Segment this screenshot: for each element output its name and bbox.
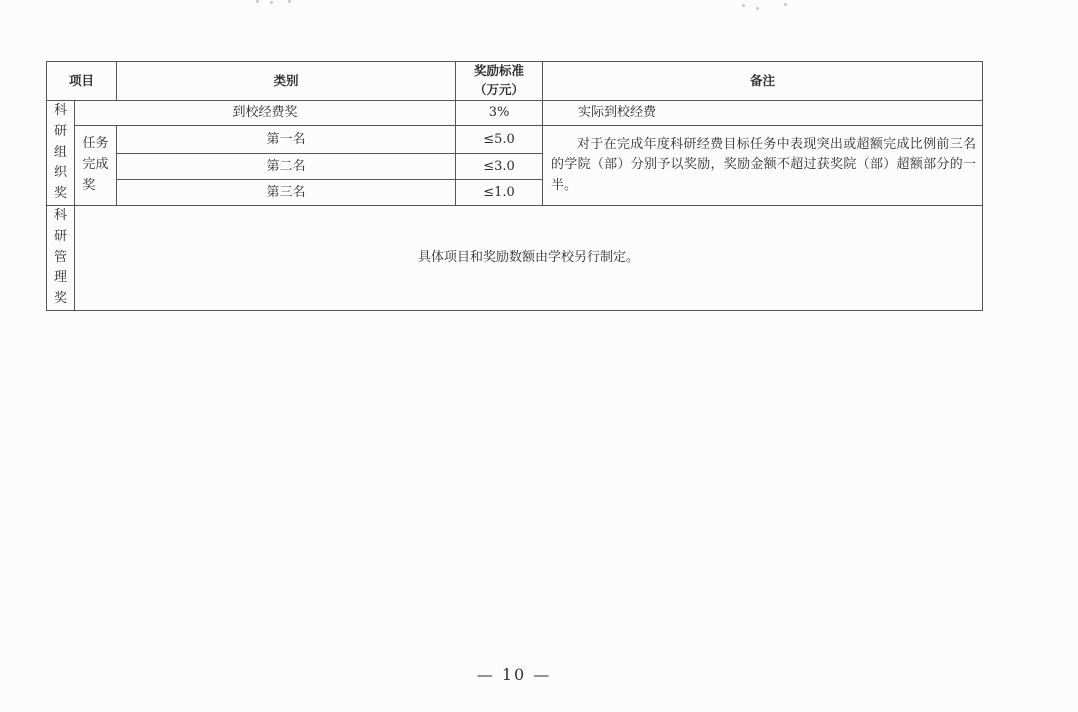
table-row-research-mgmt (47, 205, 983, 310)
cell-rank-1-standard: ≤5.0 (456, 126, 543, 154)
task-award-note-text: 对于在完成年度科研经费目标任务中表现突出或超额完成比例前三名的学院（部）分别予以奖励，奖励金额不超过获奖院（部）超额部分的一半。 (551, 137, 977, 193)
scan-artifacts (0, 0, 1078, 20)
scan-speck (756, 7, 759, 10)
scan-speck (784, 3, 787, 6)
cell-rank-2-category: 第二名 (117, 153, 456, 179)
table-header-row (47, 62, 983, 101)
cell-fund-award-standard: 3% (456, 101, 543, 126)
cell-research-mgmt-note: 具体项目和奖励数额由学校另行制定。 (75, 205, 983, 310)
cell-rank-3-category: 第三名 (117, 179, 456, 205)
scan-speck (742, 4, 745, 7)
header-category: 类别 (117, 62, 456, 101)
scan-speck (270, 1, 273, 4)
research-org-label: 科研组织奖 (54, 103, 68, 202)
header-standard-line2: （万元） (474, 82, 525, 97)
research-mgmt-label: 科研管理奖 (54, 207, 68, 307)
cell-fund-award-category: 到校经费奖 (75, 101, 456, 126)
header-item: 项目 (47, 62, 117, 101)
header-standard (456, 62, 543, 101)
scan-speck (288, 0, 291, 3)
table-row-fund-award (47, 101, 983, 126)
header-standard-line1: 奖励标准 (474, 63, 525, 79)
cell-rank-2-standard: ≤3.0 (456, 153, 543, 179)
page-number: — 10 — (476, 665, 552, 684)
cell-task-award-label (75, 126, 117, 206)
task-award-label: 任务完成奖 (82, 136, 109, 193)
cell-fund-award-note: 实际到校经费 (543, 101, 983, 126)
cell-rank-1-category: 第一名 (117, 126, 456, 154)
table-row-rank-1 (47, 126, 983, 154)
cell-rank-3-standard: ≤1.0 (456, 179, 543, 205)
cell-research-org-label (47, 101, 75, 206)
research-award-table (46, 61, 983, 311)
header-note: 备注 (543, 62, 983, 101)
scan-speck (256, 0, 259, 3)
cell-research-mgmt-label (47, 205, 75, 310)
cell-task-award-note (543, 126, 983, 206)
